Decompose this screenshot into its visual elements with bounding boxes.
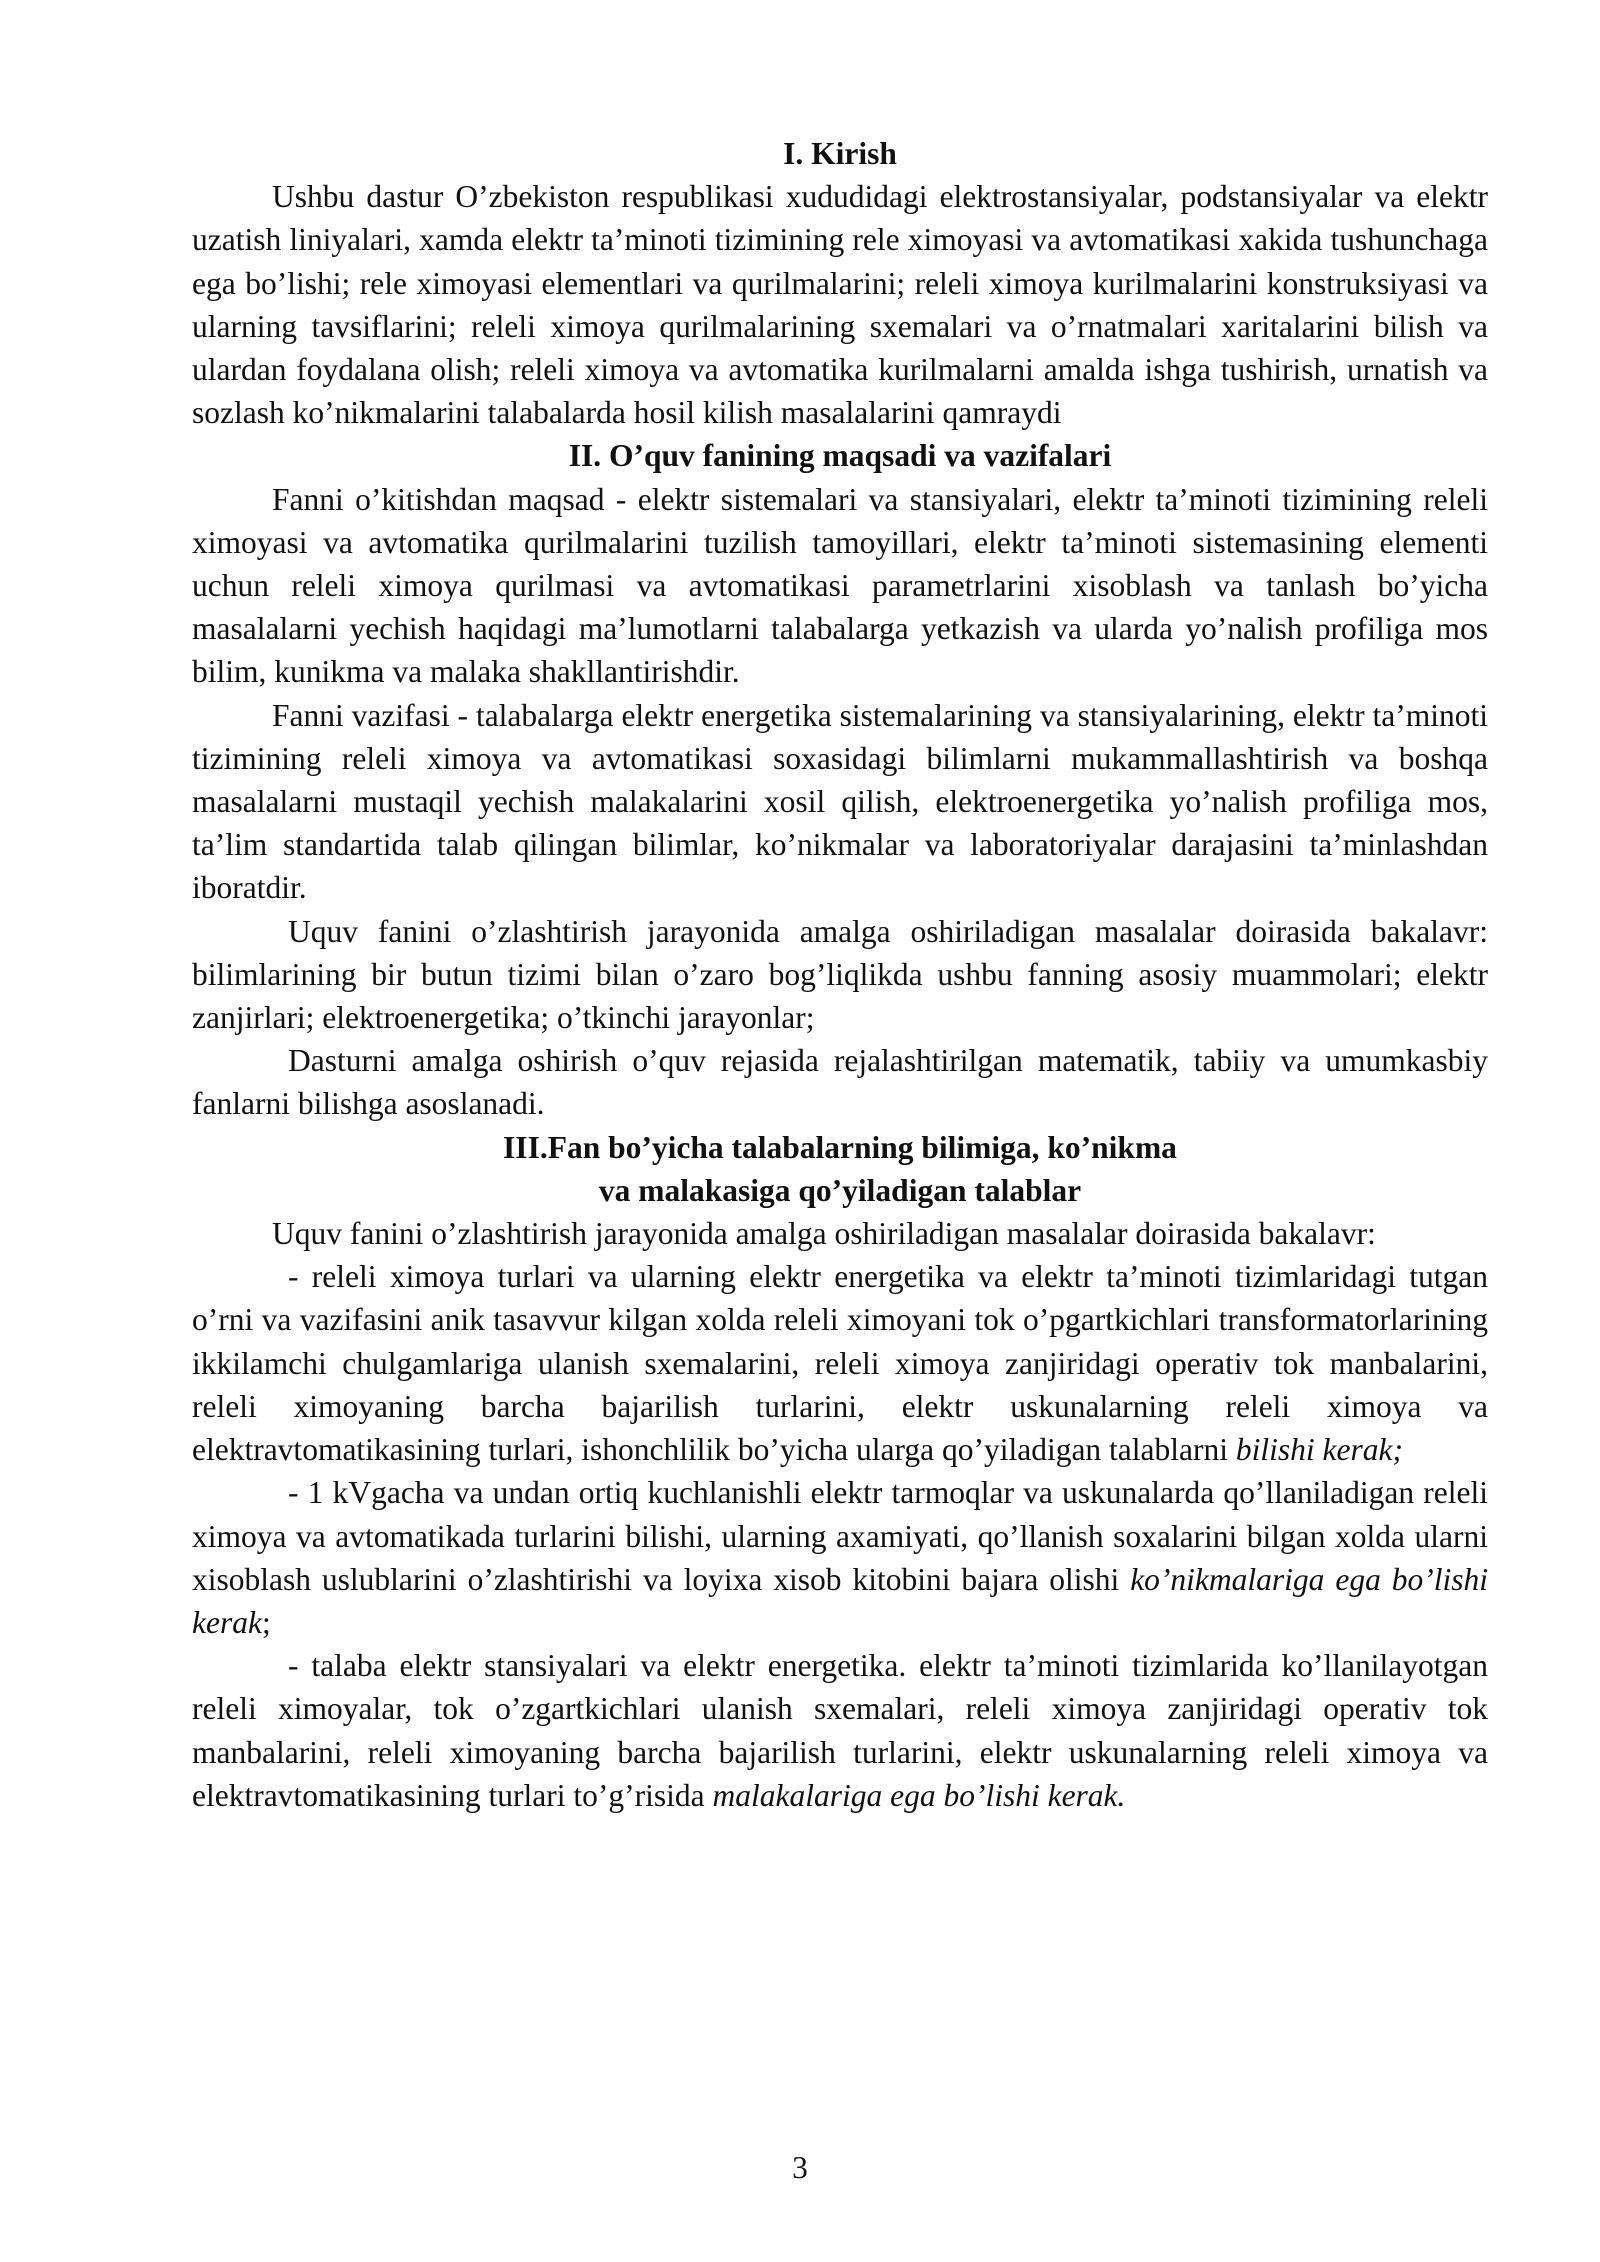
section-3-heading-line-2: va malakasiga qo’yiladigan talablar [598,1172,1082,1208]
requirement-item-2 [192,1471,1488,1644]
requirement-item-3-text: - talaba elektr stansiyalari va elektr energetika. elektr ta’minoti tizimlarida ko’llanilayotgan releli ximoyalar, tok o’zgartkichlari ulanish sxemalari, releli ximoya zanjiridagi operativ tok manbalarini, releli ximoyaning barcha bajarilish turlarini, elektr uskunalarning releli ximoya va elektravtomatikasining turlari to’g’risida [192,1648,1488,1813]
section-2-paragraph-2: Fanni vazifasi - talabalarga elektr energetika sistemalarining va stansiyalarining, elektr ta’minoti tizimining releli ximoya va avtomatikasi soxasidagi bilimlarni mukammallashtirish va boshqa masalalarni mustaqil yechish malakalarini xosil qilish, elektroenergetika yo’nalish profiliga mos, ta’lim standartida talab qilingan bilimlar, ko’nikmalar va laboratoriyalar darajasini ta’minlashdan iboratdir. [192,697,1488,906]
section-2-paragraph-4: Dasturni amalga oshirish o’quv rejasida rejalashtirilgan matematik, tabiiy va umumkasbiy fanlarni bilishga asoslanadi. [192,1043,1488,1122]
section-3-heading-line-1: III.Fan bo’yicha talabalarning bilimiga, ko’nikma [503,1129,1177,1165]
requirement-item-2-emphasis: ko’nikmalariga ega bo’lishi kerak [192,1561,1488,1640]
section-1-heading: I. Kirish [783,136,897,171]
requirement-item-3-emphasis: malakalariga ega bo’lishi kerak. [712,1777,1126,1813]
requirement-item-3 [192,1644,1488,1817]
section-1-paragraph-1: Ushbu dastur O’zbekiston respublikasi xududidagi elektrostansiyalar, podstansiyalar va elektr uzatish liniyalari, xamda elektr ta’minoti tizimining rele ximoyasi va avtomatikasi xakida tushunchaga ega bo’lishi; rele ximoyasi elementlari va qurilmalarini; releli ximoya kurilmalarini konstruksiyasi va ularning tavsiflarini; releli ximoya qurilmalarining sxemalari va o’rnatmalari xaritalarini bilish va ulardan foydalana olish; releli ximoya va avtomatika kurilmalarni amalda ishga tushirish, urnatish va sozlash ko’nikmalarini talabalarda hosil kilish masalalarini qamraydi [192,179,1488,431]
section-2-heading: II. O’quv fanining maqsadi va vazifalari [568,438,1112,474]
section-3-paragraph-1: Uquv fanini o’zlashtirish jarayonida amalga oshiriladigan masalalar doirasida bakalavr: [272,1216,1376,1252]
requirement-item-2-tail: ; [261,1604,271,1640]
section-2-paragraph-3: Uquv fanini o’zlashtirish jarayonida amalga oshiriladigan masalalar doirasida bakalavr: bilimlarining bir butun tizimi bilan o’zaro bog’liqlikda ushbu fanning asosiy muammolari; elektr zanjirlari; elektroenergetika; o’tkinchi jarayonlar; [192,913,1488,1036]
requirement-item-1 [192,1255,1488,1471]
page-number: 3 [792,2150,808,2185]
requirement-item-1-emphasis: bilishi kerak; [1235,1432,1403,1468]
document-page [192,132,1488,1817]
requirement-item-1-text: - releli ximoya turlari va ularning elektr energetika va elektr ta’minoti tizimlaridagi tutgan o’rni va vazifasini anik tasavvur kilgan xolda releli ximoyani tok o’pgartkichlari transformatorlarining ikkilamchi chulgamlariga ulanish sxemalarini, releli ximoya zanjiridagi operativ tok manbalarini, releli ximoyaning barcha bajarilish turlarini, elektr uskunalarning releli ximoya va elektravtomatikasining turlari, ishonchlilik bo’yicha ularga qo’yiladigan talablarni [192,1259,1488,1468]
requirement-item-2-text: - 1 kVgacha va undan ortiq kuchlanishli elektr tarmoqlar va uskunalarda qo’llaniladigan releli ximoya va avtomatikada turlarini bilishi, ularning axamiyati, qo’llanish soxalarini bilgan xolda ularni xisoblash uslublarini o’zlashtirishi va loyixa xisob kitobini bajara olishi [192,1475,1488,1597]
section-2-paragraph-1: Fanni o’kitishdan maqsad - elektr sistemalari va stansiyalari, elektr ta’minoti tizimining releli ximoyasi va avtomatika qurilmalarini tuzilish tamoyillari, elektr ta’minoti sistemasining elementi uchun releli ximoya qurilmasi va avtomatikasi parametrlarini xisoblash va tanlash bo’yicha masalalarni yechish haqidagi ma’lumotlarni talabalarga yetkazish va ularda yo’nalish profiliga mos bilim, kunikma va malaka shakllantirishdir. [192,481,1488,690]
